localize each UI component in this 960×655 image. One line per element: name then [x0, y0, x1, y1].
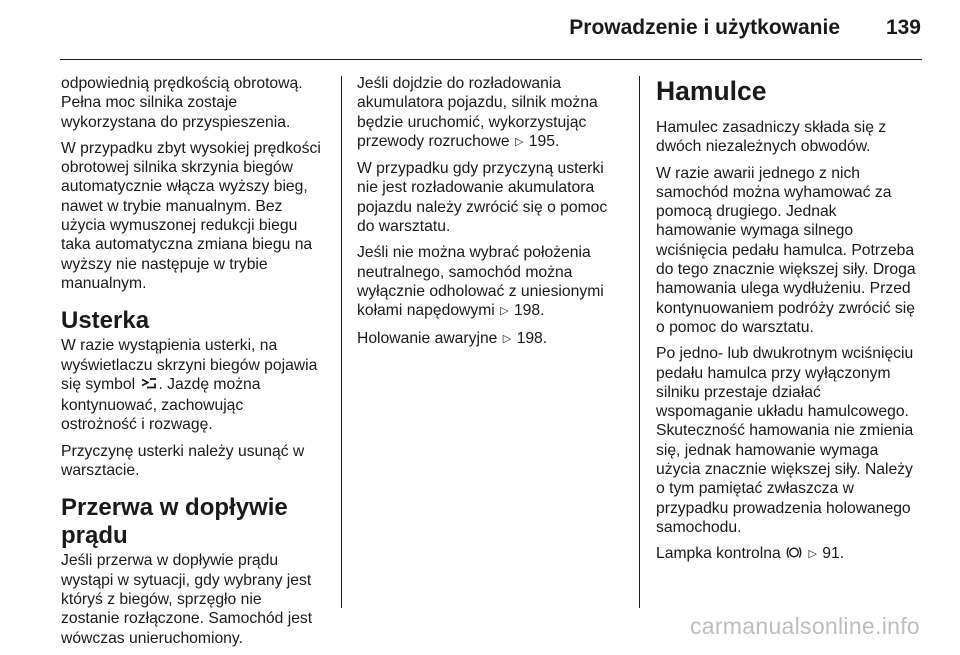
paragraph-fault-symbol: [61, 336, 337, 434]
paragraph: Hamulec zasadniczy składa się z dwóch niezależnych obwodów.: [656, 119, 887, 156]
paragraph-text: Jeśli dojdzie do rozładowania akumulatora pojazdu, silnik można będzie uruchomić, wykorzystując przewody rozruchowe: [357, 75, 598, 150]
watermark: carmanualsonline.info: [689, 613, 920, 639]
paragraph-with-reference: [357, 329, 623, 349]
page-title: Prowadzenie i użytkowanie: [569, 16, 840, 39]
paragraph-with-reference: [656, 544, 926, 565]
column-divider-1: [341, 76, 342, 608]
header-divider: [60, 59, 922, 60]
page-header: [0, 0, 960, 62]
column-3: [656, 74, 926, 573]
heading-usterka: Usterka: [61, 307, 150, 335]
page-number: 139: [885, 16, 921, 39]
paragraph-text: Lampka kontrolna: [656, 545, 781, 563]
paragraph-with-reference: [357, 74, 623, 152]
paragraph-text: Jeśli nie można wybrać położenia neutralnego, samochód można wyłącznie odholować z uniesionymi kołami napędowymi: [357, 244, 604, 320]
page-reference[interactable]: 195.: [528, 132, 560, 150]
paragraph-text: W razie wystąpienia usterki, na wyświetlaczu skrzyni biegów pojawia się symbol: [61, 337, 318, 393]
heading-przerwa: Przerwa w dopływie prądu: [61, 494, 288, 550]
page-reference[interactable]: 91.: [822, 545, 845, 563]
gearbox-fault-icon: [140, 376, 157, 396]
paragraph-text: . Jazdę można kontynuować, zachowując ostrożność i rozwagę.: [61, 375, 261, 434]
paragraph: W przypadku zbyt wysokiej prędkości obrotowej silnika skrzynia biegów automatycznie włącza wyższy bieg, nawet w trybie manualnym. Bez użycia wymuszonej redukcji biegu taka automatyczna zmiana biegu na wyższy nie następuje w trybie manualnym.: [61, 139, 321, 292]
reference-arrow-icon: ▷: [514, 135, 524, 148]
paragraph: W przypadku gdy przyczyną usterki nie jest rozładowanie akumulatora pojazdu należy zwrócić się o pomoc do warsztatu.: [357, 160, 608, 236]
paragraph: Po jedno- lub dwukrotnym wciśnięciu pedału hamulca przy wyłączonym silniku przestaje działać wspomaganie układu hamulcowego. Skuteczność hamowania nie zmienia się, jednak hamowanie wymaga użycia znacznie większej siły. Należy o tym pamiętać zwłaszcza w przypadku prowadzenia holowanego samochodu.: [656, 345, 914, 536]
paragraph-with-reference: [357, 243, 623, 321]
column-2: [357, 74, 623, 356]
column-divider-2: [639, 76, 640, 608]
page-reference[interactable]: 198.: [513, 302, 545, 320]
paragraph: Przyczynę usterki należy usunąć w warsztacie.: [61, 442, 305, 480]
column-1: [61, 74, 337, 655]
paragraph: odpowiednią prędkością obrotową. Pełna moc silnika zostaje wykorzystana do przyspieszenia.: [61, 75, 303, 131]
paragraph: Jeśli przerwa w dopływie prądu wystąpi w sytuacji, gdy wybrany jest któryś z biegów, sprzęgło nie zostanie rozłączone. Samochód jest wówczas unieruchomiony.: [61, 552, 313, 647]
paragraph-text: Holowanie awaryjne: [357, 329, 498, 347]
brake-warning-lamp-icon: [785, 545, 803, 565]
reference-arrow-icon: ▷: [808, 548, 817, 561]
heading-hamulce: Hamulce: [656, 76, 767, 106]
reference-arrow-icon: ▷: [502, 332, 512, 345]
page-reference[interactable]: 198.: [516, 329, 548, 347]
reference-arrow-icon: ▷: [500, 305, 509, 318]
paragraph: W razie awarii jednego z nich samochód można wyhamować za pomocą drugiego. Jednak hamowanie wymaga silnego wciśnięcia pedału hamulca. Potrzeba do tego znacznie większej siły. Droga hamowania ulega wydłużeniu. Przed kontynuowaniem podróży zwrócić się o pomoc do warsztatu.: [656, 164, 916, 336]
